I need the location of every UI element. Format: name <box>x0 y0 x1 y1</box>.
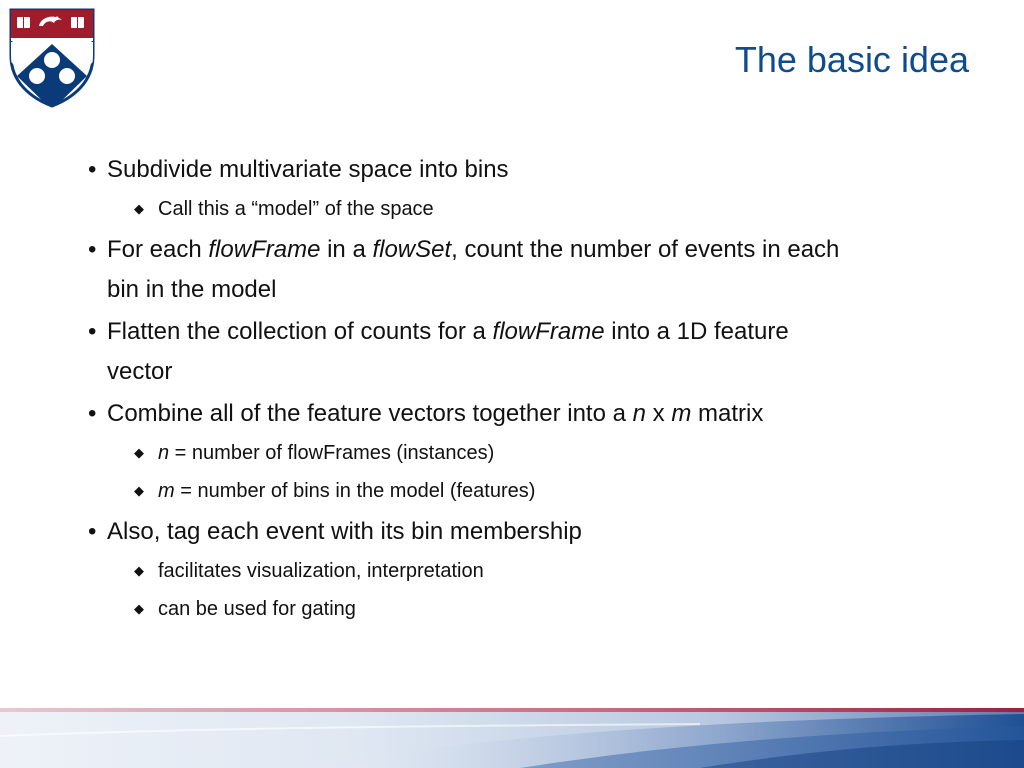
bullet-text: Also, tag each event with its bin membership <box>107 518 582 545</box>
sub-bullet-item <box>88 190 988 228</box>
diamond-bullet-icon: ◆ <box>134 601 144 616</box>
diamond-bullet-icon: ◆ <box>134 563 144 578</box>
bullet-item <box>88 150 988 190</box>
italic-term: flowSet <box>372 236 452 263</box>
italic-term: n <box>158 442 170 464</box>
bullet-text: , count the number of events in each <box>451 236 840 263</box>
bullet-text: into a 1D feature <box>604 318 789 345</box>
bullet-dot-icon: • <box>88 518 97 545</box>
sub-bullet-item <box>88 472 988 510</box>
bullet-dot-icon: • <box>88 318 97 345</box>
bullet-text: in a <box>320 236 373 263</box>
sub-bullet-item <box>88 552 988 590</box>
bullet-item <box>88 512 988 552</box>
italic-term: m <box>158 480 175 502</box>
italic-term: flowFrame <box>208 236 321 263</box>
bullet-text: x <box>646 400 672 427</box>
italic-term: m <box>671 400 692 427</box>
italic-term: n <box>632 400 646 427</box>
bullet-text: = number of bins in the model (features) <box>174 480 536 502</box>
bullet-text: can be used for gating <box>158 598 356 620</box>
bullet-item <box>88 312 988 392</box>
bullet-text: Combine all of the feature vectors together into a <box>107 400 633 427</box>
slide-title: The basic idea <box>734 39 969 80</box>
bullet-item <box>88 230 988 310</box>
bullet-text: For each <box>107 236 209 263</box>
bullet-dot-icon: • <box>88 236 97 263</box>
diamond-bullet-icon: ◆ <box>134 483 144 498</box>
bullet-text: matrix <box>691 400 764 427</box>
bullet-text: vector <box>107 358 173 385</box>
sub-bullet-item <box>88 590 988 628</box>
diamond-bullet-icon: ◆ <box>134 445 144 460</box>
italic-term: flowFrame <box>492 318 605 345</box>
bullet-dot-icon: • <box>88 400 97 427</box>
shield-icon <box>7 6 97 110</box>
book-icon <box>71 17 84 28</box>
decorative-footer-band <box>0 706 1024 768</box>
bullet-text: facilitates visualization, interpretation <box>158 560 484 582</box>
penn-shield-logo <box>7 6 97 110</box>
bullet-dot-icon: • <box>88 156 97 183</box>
sub-bullet-item <box>88 434 988 472</box>
book-icon <box>17 17 30 28</box>
bullet-item <box>88 394 988 434</box>
bullet-text: = number of flowFrames (instances) <box>169 442 495 464</box>
diamond-bullet-icon: ◆ <box>134 201 144 216</box>
bullet-text: Flatten the collection of counts for a <box>107 318 493 345</box>
bullet-text: Call this a “model” of the space <box>158 198 434 220</box>
bullet-list <box>88 148 988 628</box>
bullet-text: bin in the model <box>107 276 277 303</box>
bullet-text: Subdivide multivariate space into bins <box>107 156 509 183</box>
